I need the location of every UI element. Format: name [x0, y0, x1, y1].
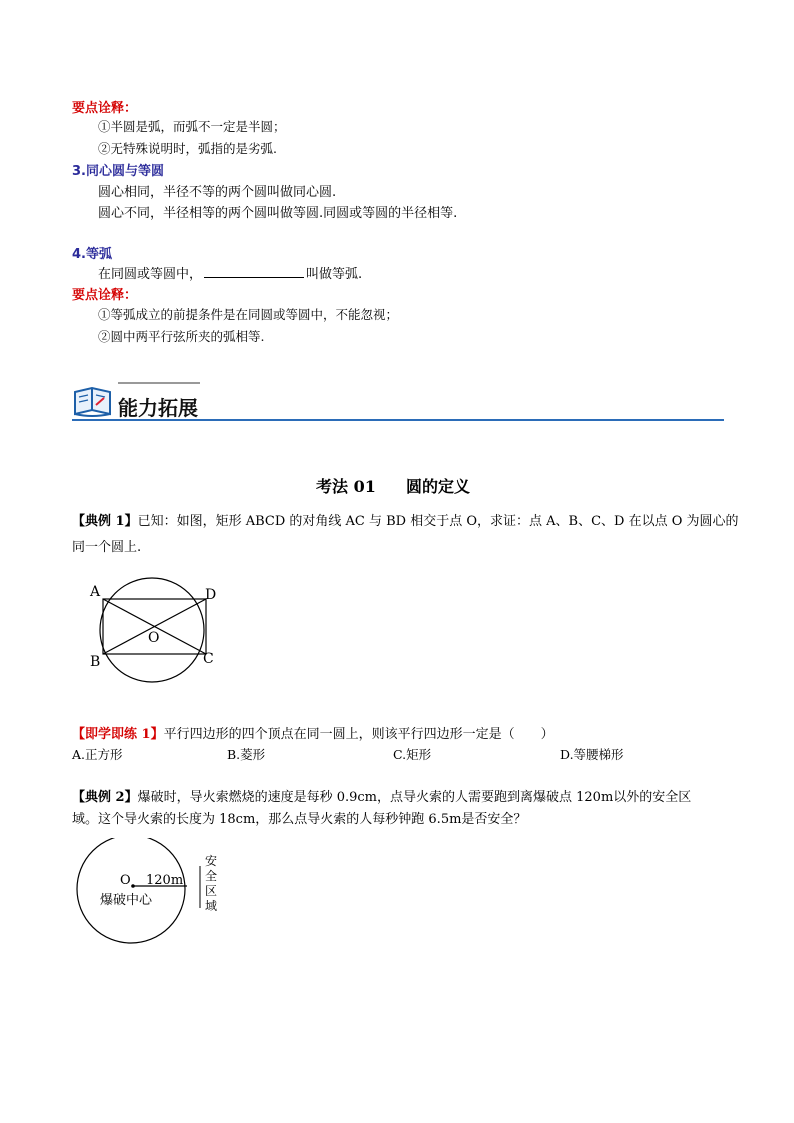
- safe-zone-char-2: 全: [205, 869, 218, 883]
- section-4-line-post: 叫做等弧.: [306, 267, 363, 282]
- radius-label: 120m: [146, 873, 184, 888]
- practice-1-line: [72, 723, 554, 742]
- option-d: D.等腰梯形: [560, 747, 624, 762]
- center-label-o: O: [120, 873, 131, 888]
- label-o: O: [148, 630, 160, 646]
- blast-circle: [77, 838, 185, 943]
- section-4-line-pre: 在同圆或等圆中，: [98, 267, 203, 282]
- label-b: B: [90, 654, 101, 670]
- label-c: C: [203, 651, 214, 667]
- example-1-tag: 【典例 1】: [72, 514, 138, 529]
- section-3-heading: 3.同心圆与等圆: [72, 164, 164, 179]
- example-1-diagram: [82, 576, 222, 688]
- example-2-diagram: [74, 838, 234, 948]
- example-1-line-1: [72, 510, 739, 529]
- safe-zone-char-1: 安: [205, 854, 218, 868]
- notes-2-line-2: ②圆中两平行弦所夹的弧相等.: [98, 329, 265, 344]
- blast-center-label: 爆破中心: [100, 893, 153, 908]
- notes-heading-1: 要点诠释：: [72, 101, 138, 116]
- option-a: A.正方形: [72, 747, 123, 762]
- section-4-line: [98, 263, 362, 282]
- example-1-text-2: 同一个圆上.: [72, 540, 142, 555]
- center-point: [131, 884, 135, 888]
- example-2-text-2: 域。这个导火索的长度为 18cm，那么点导火索的人每秒钟跑 6.5m是否安全？: [72, 812, 527, 827]
- example-2-text-1: 爆破时，导火索燃烧的速度是每秒 0.9cm，点导火索的人需要跑到离爆破点 120m以外的安全区: [137, 790, 692, 805]
- book-icon: [72, 384, 114, 420]
- practice-1-tag: 【即学即练 1】: [72, 727, 164, 742]
- label-d: D: [205, 587, 217, 603]
- notes-2-line-1: ①等弧成立的前提条件是在同圆或等圆中，不能忽视；: [98, 307, 399, 322]
- kaofa-title: 圆的定义: [406, 477, 471, 496]
- label-a: A: [90, 584, 101, 600]
- section-3-line-2: 圆心不同，半径相等的两个圆叫做等圆.同圆或等圆的半径相等.: [98, 206, 458, 221]
- example-1-text-1: 已知：如图，矩形 ABCD 的对角线 AC 与 BD 相交于点 O，求证：点 A、B、C、D 在以点 O 为圆心的: [137, 514, 739, 529]
- notes-heading-2: 要点诠释：: [72, 288, 138, 303]
- practice-1-text: 平行四边形的四个顶点在同一圆上，则该平行四边形一定是（ ）: [163, 727, 554, 742]
- notes-1-line-1: ①半圆是弧，而弧不一定是半圆；: [98, 119, 286, 134]
- option-c: C.矩形: [393, 747, 432, 762]
- section-banner: [72, 380, 724, 424]
- kaofa-label: 考法 01: [316, 477, 376, 496]
- safe-zone-char-4: 域: [205, 899, 218, 913]
- safe-zone-char-3: 区: [205, 884, 218, 898]
- section-4-heading: 4.等弧: [72, 247, 112, 262]
- example-2-tag: 【典例 2】: [72, 790, 138, 805]
- option-b: B.菱形: [227, 747, 266, 762]
- section-title: 能力拓展: [118, 396, 198, 420]
- notes-1-line-2: ②无特殊说明时，弧指的是劣弧.: [98, 141, 277, 156]
- example-2-line-1: [72, 786, 691, 805]
- section-3-line-1: 圆心相同，半径不等的两个圆叫做同心圆.: [98, 185, 337, 200]
- fill-blank: [204, 265, 304, 278]
